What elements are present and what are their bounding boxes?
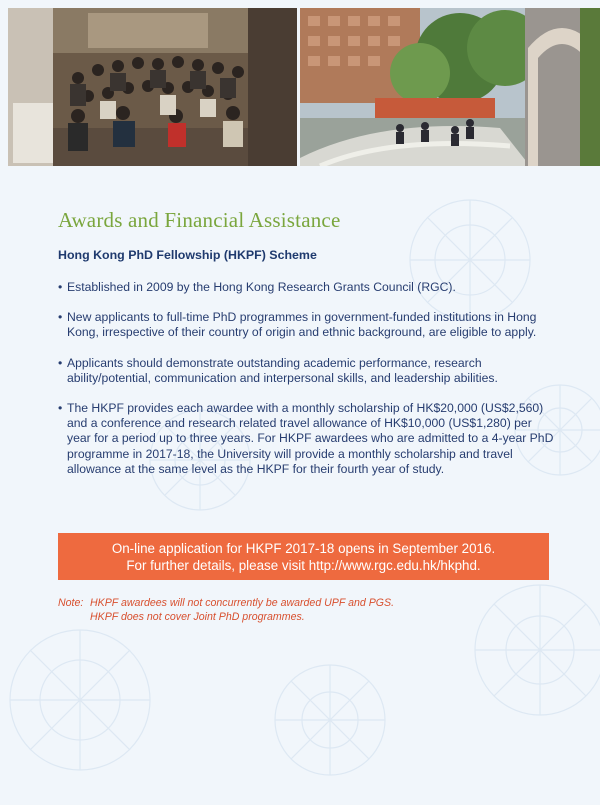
application-banner: [58, 533, 549, 580]
note-label: Note:: [58, 597, 84, 609]
bullet-list: [58, 280, 558, 492]
note-line-2: HKPF does not cover Joint PhD programmes.: [90, 610, 305, 623]
bullet-item: • New applicants to full-time PhD programmes in government-funded institutions in Hong Kong, irrespective of their country of origin and ethnic background, are eligible to apply.: [58, 310, 558, 340]
bullet-item: • The HKPF provides each awardee with a monthly scholarship of HK$20,000 (US$2,560) and a conference and research related travel allowance of HK$10,000 (US$1,280) per year for a period up to three years. For HKPF awardees who are admitted to a 4-year PhD programme in 2017-18, the University will provide a monthly scholarship and travel allowance at the same level as the HKPF for their fourth year of study.: [58, 401, 558, 477]
section-heading: Awards and Financial Assistance: [58, 208, 341, 232]
note-line-1: HKPF awardees will not concurrently be awarded UPF and PGS.: [90, 597, 395, 609]
footnote: [58, 597, 394, 624]
banner-line-2: For further details, please visit http://www.rgc.edu.hk/hkphd.: [126, 558, 481, 573]
banner-line-1: On-line application for HKPF 2017-18 opens in September 2016.: [111, 541, 496, 556]
scheme-subheading: Hong Kong PhD Fellowship (HKPF) Scheme: [58, 248, 317, 262]
bullet-item: • Applicants should demonstrate outstanding academic performance, research ability/potential, communication and interpersonal skills, and leadership abilities.: [58, 356, 558, 386]
bullet-item: • Established in 2009 by the Hong Kong Research Grants Council (RGC).: [58, 280, 558, 295]
